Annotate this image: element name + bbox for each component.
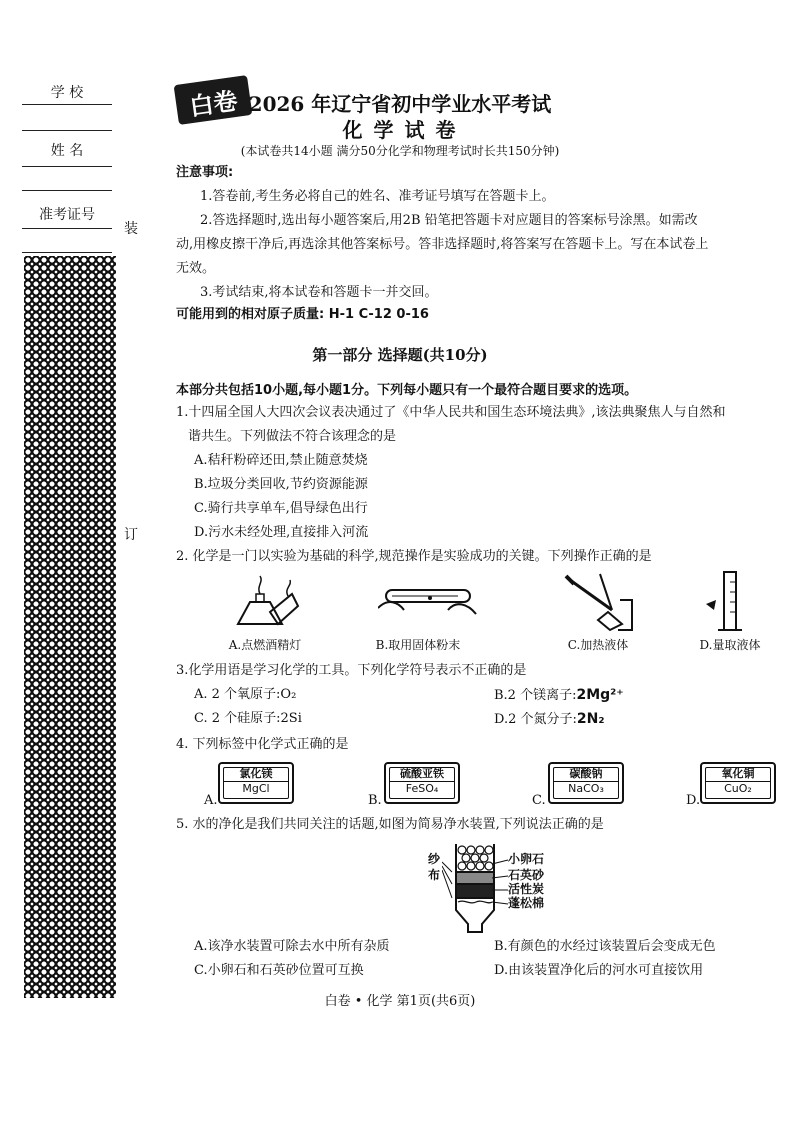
- notice-item-2c: 无效。: [176, 261, 216, 276]
- stamp-text: 白卷: [187, 86, 240, 122]
- exam-id-field[interactable]: [22, 232, 112, 253]
- alcohol-lamp-illustration: [226, 572, 306, 632]
- exam-id-label: 准考证号: [22, 204, 112, 229]
- label-name: 碳酸钠: [569, 767, 603, 780]
- school-label: 学 校: [22, 82, 112, 105]
- q3-option-b-formula: 2Mg²⁺: [576, 687, 624, 703]
- name-label: 姓 名: [22, 140, 112, 167]
- q1-option-a[interactable]: A.秸秆粉碎还田,禁止随意焚烧: [194, 453, 368, 468]
- q2-option-b[interactable]: B.取用固体粉末: [375, 638, 461, 652]
- q2-stem: 2. 化学是一门以实验为基础的科学,规范操作是实验成功的关键。下列操作正确的是: [176, 549, 652, 564]
- q2-option-d[interactable]: D.量取液体: [699, 638, 761, 652]
- label-formula: NaCO₃: [568, 782, 604, 795]
- notice-heading: 注意事项:: [176, 165, 234, 180]
- q2-option-c[interactable]: C.加热液体: [567, 638, 629, 652]
- atomic-masses: 可能用到的相对原子质量: H-1 C-12 0-16: [176, 307, 429, 322]
- section-intro: 本部分共包括10小题,每小题1分。下列每小题只有一个最符合题目要求的选项。: [176, 383, 638, 398]
- filter-callout-lines: [442, 856, 512, 926]
- label-formula: MgCl: [242, 782, 270, 795]
- q3-option-c[interactable]: C. 2 个硅原子:2Si: [194, 711, 302, 726]
- q1-option-d[interactable]: D.污水未经处理,直接排入河流: [194, 525, 369, 540]
- q5-option-c[interactable]: C.小卵石和石英砂位置可互换: [194, 963, 364, 978]
- label-formula: FeSO₄: [405, 782, 439, 795]
- name-field[interactable]: [22, 168, 112, 191]
- label-name: 硫酸亚铁: [400, 767, 444, 780]
- layer-sand-label: 石英砂: [508, 868, 545, 882]
- q4-option-a-letter[interactable]: A.: [204, 793, 218, 808]
- layer-pebbles-label: 小卵石: [508, 852, 545, 866]
- q3-option-b-text: B.2 个镁离子:: [494, 688, 577, 703]
- binding-char-ding: 订: [124, 527, 138, 543]
- label-formula: CuO₂: [724, 782, 752, 795]
- layer-carbon-label: 活性炭: [508, 882, 545, 896]
- q3-option-d-formula: 2N₂: [576, 711, 605, 727]
- q5-option-d[interactable]: D.由该装置净化后的河水可直接饮用: [494, 963, 704, 978]
- q4-option-b-letter[interactable]: B.: [368, 793, 382, 808]
- page-title: 2026 年辽宁省初中学业水平考试: [248, 92, 552, 116]
- q4-label-b[interactable]: [384, 762, 460, 804]
- label-name: 氯化镁: [239, 767, 273, 780]
- q5-option-a[interactable]: A.该净水装置可除去水中所有杂质: [194, 939, 390, 954]
- measuring-cylinder-illustration: [700, 566, 750, 636]
- q3-option-a[interactable]: A. 2 个氧原子:O₂: [194, 687, 297, 702]
- q1-option-b[interactable]: B.垃圾分类回收,节约资源能源: [194, 477, 368, 492]
- q3-stem: 3.化学用语是学习化学的工具。下列化学符号表示不正确的是: [176, 663, 527, 678]
- q3-option-d-text: D.2 个氮分子:: [494, 712, 577, 727]
- q4-option-d-letter[interactable]: D.: [686, 793, 701, 808]
- q2-option-a[interactable]: A.点燃酒精灯: [228, 638, 302, 652]
- gauze-label: 纱: [428, 852, 441, 866]
- q3-option-d[interactable]: [494, 710, 604, 729]
- q4-stem: 4. 下列标签中化学式正确的是: [176, 737, 349, 752]
- heating-liquid-illustration: [560, 570, 640, 634]
- notice-item-1: 1.答卷前,考生务必将自己的姓名、准考证号填写在答题卡上。: [200, 189, 555, 204]
- exam-note: (本试卷共14小题 满分50分化学和物理考试时长共150分钟): [240, 144, 560, 158]
- page-subtitle: 化 学 试 卷: [342, 118, 458, 142]
- q1-stem-b: 谐共生。下列做法不符合该理念的是: [188, 429, 397, 444]
- label-name: 氧化铜: [721, 767, 755, 780]
- page-footer: 白卷 • 化学 第1页(共6页): [324, 994, 476, 1009]
- powder-tube-illustration: [378, 578, 478, 628]
- notice-item-2b: 动,用橡皮擦干净后,再选涂其他答案标号。答非选择题时,将答案写在答题卡上。写在本试卷上: [176, 237, 709, 252]
- notice-item-2a: 2.答选择题时,选出每小题答案后,用2B 铅笔把答题卡对应题目的答案标号涂黑。如需改: [200, 213, 698, 228]
- q1-option-c[interactable]: C.骑行共享单车,倡导绿色出行: [194, 501, 368, 516]
- q5-stem: 5. 水的净化是我们共同关注的话题,如图为简易净水装置,下列说法正确的是: [176, 817, 604, 832]
- section-title: 第一部分 选择题(共10分): [312, 346, 488, 364]
- notice-item-3: 3.考试结束,将本试卷和答题卡一并交回。: [200, 285, 438, 300]
- q1-stem-a: 1.十四届全国人大四次会议表决通过了《中华人民共和国生态环境法典》,该法典聚焦人与自然和: [176, 405, 726, 420]
- security-pattern-dots: [24, 256, 116, 998]
- q5-option-b[interactable]: B.有颜色的水经过该装置后会变成无色: [494, 939, 716, 954]
- q4-option-c-letter[interactable]: C.: [532, 793, 546, 808]
- q4-label-c[interactable]: [548, 762, 624, 804]
- layer-cotton-label: 蓬松棉: [508, 896, 545, 910]
- cloth-label: 布: [428, 868, 441, 882]
- q4-label-a[interactable]: [218, 762, 294, 804]
- q4-label-d[interactable]: [700, 762, 776, 804]
- q3-option-b[interactable]: [494, 686, 624, 705]
- binding-char-zhuang: 装: [124, 221, 138, 237]
